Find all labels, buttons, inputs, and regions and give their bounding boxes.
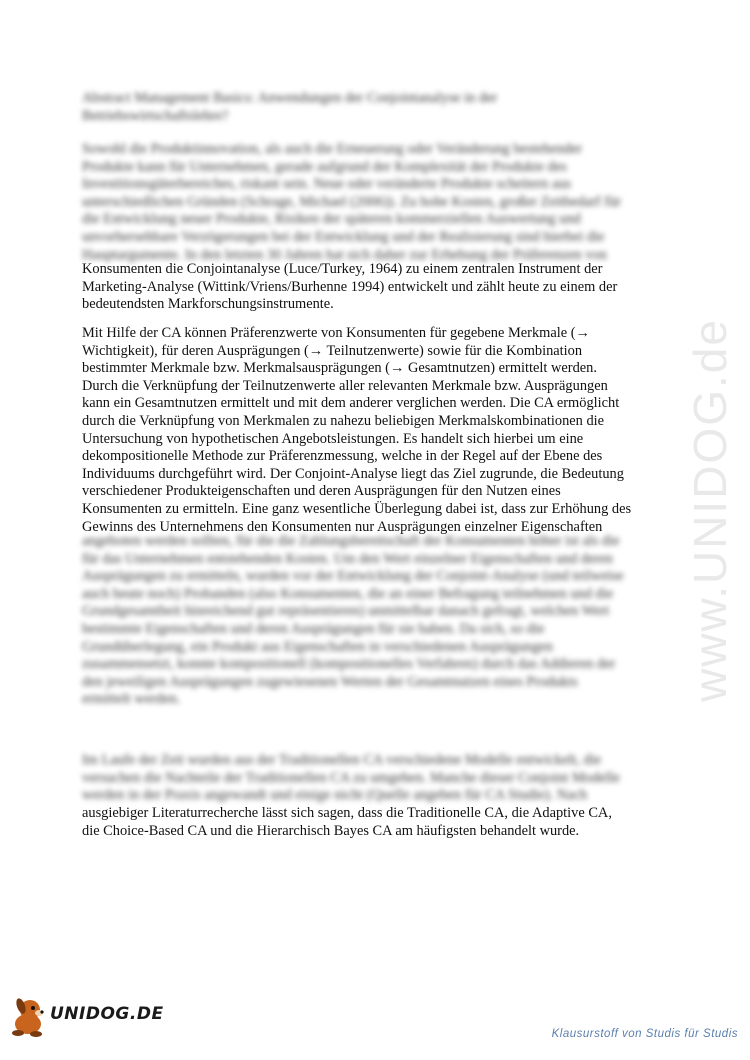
text-line: die Entwicklung neuer Produkte, Risiken der späteren kommerziellen Auswertung und	[82, 211, 581, 228]
text-line: Ausprägungen zu ermitteln, wurden vor der Entwicklung der Conjoint-Analyse (und teilweise	[82, 568, 624, 585]
text-line: Mit Hilfe der CA können Präferenzwerte von Konsumenten für gegebene Merkmale (→	[82, 325, 590, 341]
text-line: Marketing-Analyse (Wittink/Vriens/Burhenne 1994) entwickelt und zählt heute zu einem der	[82, 278, 618, 295]
logo-text: UNIDOG.DE	[50, 1004, 164, 1024]
text-line: Grundgesamtheit hinreichend gut repräsentieren) unmittelbar danach gefragt, welchen Wert	[82, 603, 610, 620]
text-line: Investitionsgüterbereiches, riskant sein. Neue oder veränderte Produkte scheitern aus	[82, 176, 572, 193]
document-title	[82, 90, 662, 125]
text-line: Konsumenten zu ermitteln. Eine ganz wesentliche Überlegung dabei ist, dass zur Erhöhung des	[82, 500, 632, 517]
title-line: Betriebswirtschaftslehre?	[82, 107, 229, 124]
text-line: Untersuchung von hypothetischen Angebotsleistungen. Es handelt sich hierbei um eine	[82, 430, 584, 447]
text-line: unterschiedlichen Gründen (Schrage, Michael (2006)). Zu hohe Kosten, großer Zeitbedarf für	[82, 193, 622, 210]
text-line: durch die Verknüpfung von Merkmalen zu nahezu beliebigen Merkmalskombinationen die	[82, 412, 605, 429]
paragraph-3-blurred	[82, 752, 662, 805]
text-line: Im Laufe der Zeit wurden aus der Traditionellen CA verschiedene Modelle entwickelt, die	[82, 752, 602, 768]
dog-mascot-icon	[6, 994, 52, 1038]
text-line: bestimmter Merkmale bzw. Merkmalsausprägungen (→ Gesamtnutzen) ermittelt werden.	[82, 360, 597, 377]
text-line: kann ein Gesamtnutzen ermittelt und mit dem anderer verglichen werden. Die CA ermöglicht	[82, 395, 620, 412]
text-line: Gewinns des Unternehmens den Konsumenten nur Ausprägungen einzelner Eigenschaften	[82, 518, 603, 535]
text-line: Durch die Verknüpfung der Teilnutzenwerte aller relevanten Merkmale bzw. Ausprägungen	[82, 377, 608, 394]
text-line: Individuums durchgeführt wird. Der Conjoint-Analyse liegt das Ziel zugrunde, die Bedeutung	[82, 465, 624, 482]
text-line: angeboten werden sollten, für die die Zahlungsbereitschaft der Konsumenten höher ist als die	[82, 533, 620, 549]
unidog-logo[interactable]	[6, 994, 166, 1038]
text-line: Konsumenten die Conjointanalyse (Luce/Turkey, 1964) zu einem zentralen Instrument der	[82, 261, 603, 277]
text-line: bestimmte Eigenschaften und deren Ausprägungen für sie haben. Da sich, so die	[82, 620, 545, 637]
text-line: verschiedener Produkteigenschaften und deren Ausprägungen für den Nutzen eines	[82, 483, 561, 500]
text-line: versuchen die Nachteile der Traditionellen CA zu umgehen. Manche dieser Conjoint Modelle	[82, 769, 620, 786]
text-line: die Choice-Based CA und die Hierarchisch Bayes CA am häufigsten behandelt wurde.	[82, 822, 580, 839]
watermark	[680, 250, 740, 770]
text-line: ausgiebiger Literaturrecherche lässt sich sagen, dass die Traditionelle CA, die Adaptive CA,	[82, 805, 612, 821]
footer-tagline: Klausurstoff von Studis für Studis	[551, 1028, 738, 1040]
paragraph-2-blurred	[82, 533, 662, 709]
text-line: auch heute noch) Probanden (also Konsumenten, die an einer Befragung teilnehmen und die	[82, 585, 614, 602]
text-line: Sowohl die Produktinnovation, als auch die Erneuerung oder Veränderung bestehender	[82, 141, 583, 157]
paragraph-1-blurred	[82, 141, 662, 264]
watermark-text: www.UNIDOG.de	[684, 318, 737, 702]
text-line: unvorhersehbare Verzögerungen bei der Entwicklung und der Realisierung sind hierbei die	[82, 228, 605, 245]
text-line: zusammensetzt, konnte kompositionell (kompositionelles Verfahren) durch das Addieren der	[82, 656, 616, 673]
paragraph-1-visible	[82, 261, 662, 314]
title-line: Abstract Management Basics: Anwendungen der Conjointanalyse in der	[82, 90, 498, 106]
text-line: Produkte kann für Unternehmen, gerade aufgrund der Komplexität der Produkte des	[82, 158, 567, 175]
text-line: Hauptargumente. In den letzten 30 Jahren hat sich daher zur Erhebung der Präferenzen von	[82, 246, 607, 263]
text-line: den jeweiligen Ausprägungen zugewiesenen Werten der Gesamtnutzen eines Produkts	[82, 673, 578, 690]
paragraph-2-visible	[82, 325, 662, 536]
text-line: für das Unternehmen entstehenden Kosten. Um den Wert einzelner Eigenschaften und deren	[82, 550, 613, 567]
text-line: Wichtigkeit), für deren Ausprägungen (→ Teilnutzenwerte) sowie für die Kombination	[82, 342, 583, 359]
text-line: bedeutendsten Markforschungsinstrumente.	[82, 296, 334, 313]
text-line: werden in der Praxis angewandt und einige nicht (Quelle angeben für CA Studie). Nach	[82, 787, 588, 804]
text-line: ermittelt werden.	[82, 691, 181, 708]
text-line: Grundüberlegung, ein Produkt aus Eigenschaften in verschiedenen Ausprägungen	[82, 638, 553, 655]
text-line: dekompositionelle Methode zur Präferenzmessung, welche in der Regel auf der Ebene des	[82, 448, 603, 465]
paragraph-3-visible	[82, 805, 662, 840]
